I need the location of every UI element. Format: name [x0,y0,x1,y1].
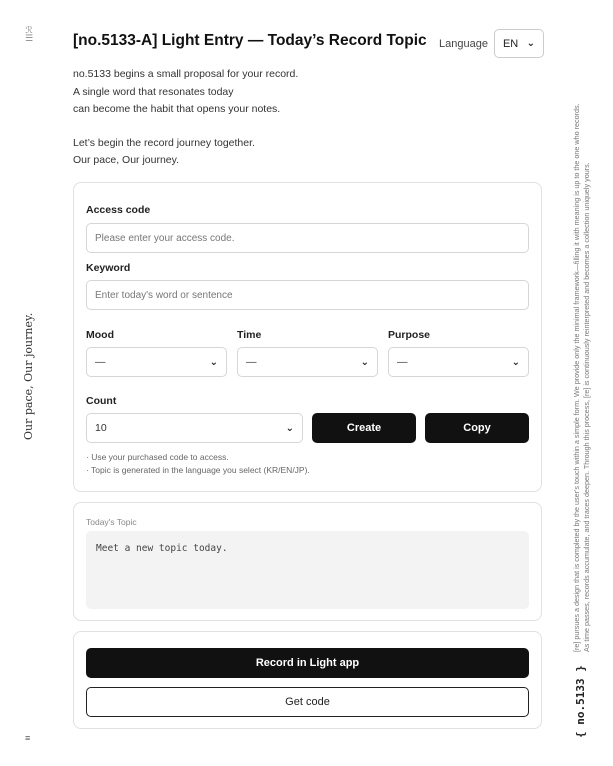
create-button[interactable]: Create [312,413,416,443]
intro-line: A single word that resonates today [73,85,234,98]
intro-text [73,66,493,170]
access-code-input[interactable] [86,223,529,253]
intro-line: Our pace, Our journey. [73,154,180,166]
intro-line: no.5133 begins a small proposal for your record. [73,68,299,80]
keyword-placeholder: Enter today's word or sentence [95,289,233,301]
time-label: Time [237,329,262,341]
right-rail-description [572,27,592,652]
topic-card [73,502,542,621]
count-value: 10 [95,422,107,434]
rail-logo-icon: ℛ ☰ [24,25,34,43]
access-code-label: Access code [86,204,151,216]
purpose-value: — [397,356,408,368]
language-label: Language [439,37,488,50]
hint-line: · Topic is generated in the language you select (KR/EN/JP). [86,465,310,475]
intro-line: can become the habit that opens your notes. [73,103,281,115]
right-rail-line-1: [re] pursues a design that is completed by the user's touch within a simple form. We provide only the minimal framework—filling it with meaning is up to the one who records. [572,103,581,652]
time-value: — [246,356,257,368]
rail-tagline: Our pace, Our journey. [22,312,35,440]
form-card [73,182,542,492]
hint-line: · Use your purchased code to access. [86,452,229,462]
get-code-button[interactable]: Get code [86,687,529,717]
language-switcher [439,29,544,58]
copy-button[interactable]: Copy [425,413,529,443]
count-label: Count [86,395,117,407]
right-rail-code: { no.5133 } [574,665,587,738]
access-code-placeholder: Please enter your access code. [95,232,235,244]
mood-label: Mood [86,329,114,341]
mood-select[interactable] [86,347,227,377]
form-hints [86,451,310,477]
chevron-down-icon: ⌄ [360,356,369,368]
chevron-down-icon: ⌄ [511,356,520,368]
keyword-label: Keyword [86,262,131,274]
rail-menu-icon: ≡ [25,733,31,743]
topic-label: Today's Topic [86,517,137,527]
topic-output[interactable]: Meet a new topic today. [86,531,529,609]
action-card [73,631,542,729]
intro-line: Let’s begin the record journey together. [73,136,255,149]
language-value: EN [502,37,519,50]
count-select[interactable] [86,413,303,443]
left-rail [0,0,60,766]
purpose-label: Purpose [388,329,431,341]
page-title: [no.5133-A] Light Entry — Today’s Record Topic [73,32,427,49]
time-select[interactable] [237,347,378,377]
chevron-down-icon: ⌄ [209,356,218,368]
chevron-down-icon: ⌄ [526,38,535,49]
language-select[interactable] [494,29,544,58]
record-in-light-app-button[interactable]: Record in Light app [86,648,529,678]
keyword-input[interactable] [86,280,529,310]
mood-value: — [95,356,106,368]
purpose-select[interactable] [388,347,529,377]
chevron-down-icon: ⌄ [285,422,294,434]
right-rail-line-2: As time passes, records accumulate, and traces deepen. Through this process, [re] is continuously reinterpreted and becomes a collection uniquely yours. [582,162,591,652]
